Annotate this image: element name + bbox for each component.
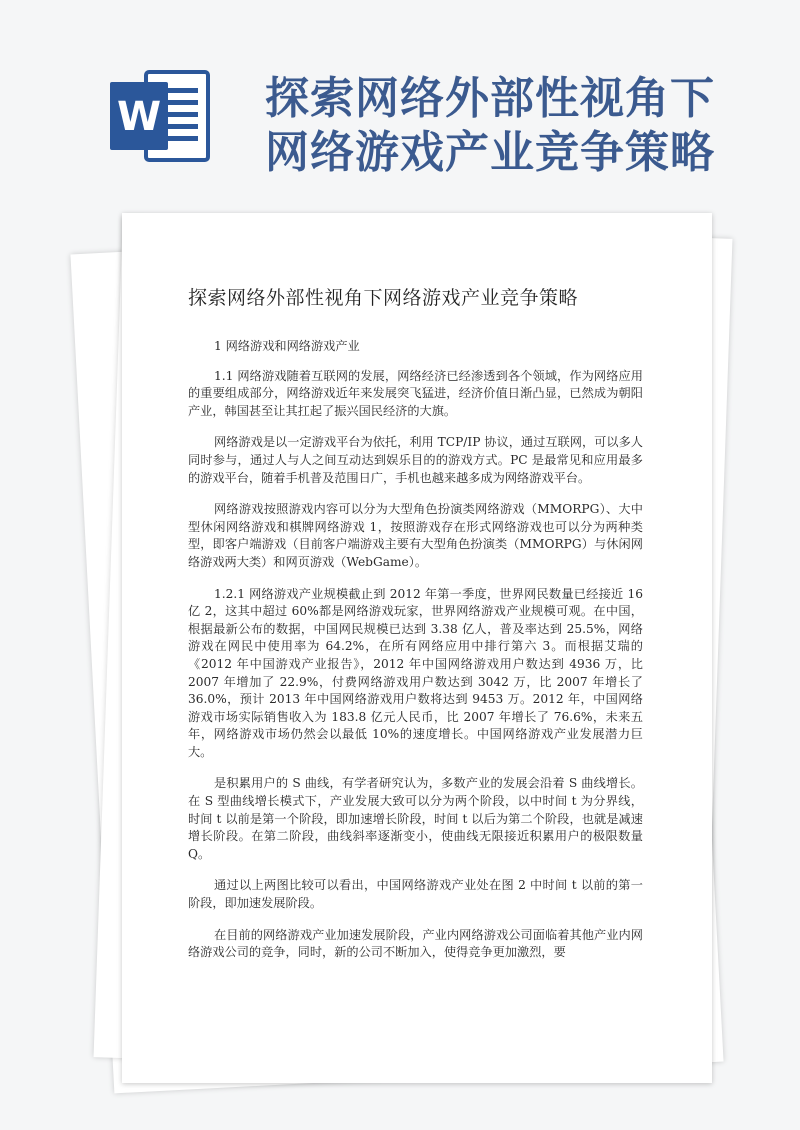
paragraph: 1.2.1 网络游戏产业规模截止到 2012 年第一季度，世界网民数量已经接近 16 亿 2，这其中超过 60%都是网络游戏玩家，世界网络游戏产业规模可观。在中国，根据最新公布的数据，中国网民规模已达到 3.38 亿人，普及率达到 25.5%，网络游戏在网民中使用率为 64.2%，在所有网络应用中排行第六 3。而根据艾瑞的《2012 年中国游戏产业报告》，2012 年中国网络游戏用户数达到 4936 万，比 2007 年增加了 22.9%，付费网络游戏用户数达到 3042 万，比 2007 年增长了 36.0%，预计 2013 年中国网络游戏用户数将达到 9453 万。2012 年，中国网络游戏市场实际销售收入为 183.8 亿元人民币，比 2007 年增长了 76.6%，未来五年，网络游戏市场仍然会以最低 10%的速度增长。中国网络游戏产业发展潜力巨大。	[188, 586, 643, 759]
word-icon-letter: W	[116, 94, 162, 140]
paragraph: 网络游戏按照游戏内容可以分为大型角色扮演类网络游戏（MMORPG）、大中型休闲网络游戏和棋牌网络游戏 1，按照游戏存在形式网络游戏也可以分为两种类型，即客户端游戏（目前客户端游戏主要有大型角色扮演类（MMORPG）与休闲网络游戏两大类）和网页游戏（WebGame）。	[188, 502, 643, 569]
section-heading: 1 网络游戏和网络游戏产业	[214, 339, 360, 353]
document-heading: 探索网络外部性视角下网络游戏产业竞争策略	[188, 287, 579, 309]
paragraph: 1.1 网络游戏随着互联网的发展，网络经济已经渗透到各个领域，作为网络应用的重要组成部分，网络游戏近年来发展突飞猛进，经济价值日渐凸显，已然成为朝阳产业，韩国甚至让其扛起了振兴国民经济的大旗。	[188, 368, 643, 418]
document-content	[188, 283, 643, 976]
banner-title-line-1: 探索网络外部性视角下	[265, 73, 715, 124]
paragraph: 在目前的网络游戏产业加速发展阶段，产业内网络游戏公司面临着其他产业内网络游戏公司的竞争，同时，新的公司不断加入，使得竞争更加激烈，要	[188, 927, 643, 960]
paragraph: 网络游戏是以一定游戏平台为依托，利用 TCP/IP 协议，通过互联网，可以多人同时参与，通过人与人之间互动达到娱乐目的的游戏方式。PC 是最常见和应用最多的游戏平台，随着手机普及范围日广，手机也越来越多成为网络游戏平台。	[188, 435, 643, 485]
paragraph: 是积累用户的 S 曲线，有学者研究认为，多数产业的发展会沿着 S 曲线增长。在 S 型曲线增长模式下，产业发展大致可以分为两个阶段，以中时间 t 为分界线，时间 t 以前是第一个阶段，即加速增长阶段，时间 t 以后为第二个阶段，也就是减速增长阶段。在第二阶段，曲线斜率逐渐变小，使曲线无限接近积累用户的极限数量 Q。	[188, 776, 643, 861]
banner-title-line-2: 网络游戏产业竞争策略	[265, 127, 715, 178]
paragraph: 通过以上两图比较可以看出，中国网络游戏产业处在图 2 中时间 t 以前的第一阶段，即加速发展阶段。	[188, 878, 643, 911]
